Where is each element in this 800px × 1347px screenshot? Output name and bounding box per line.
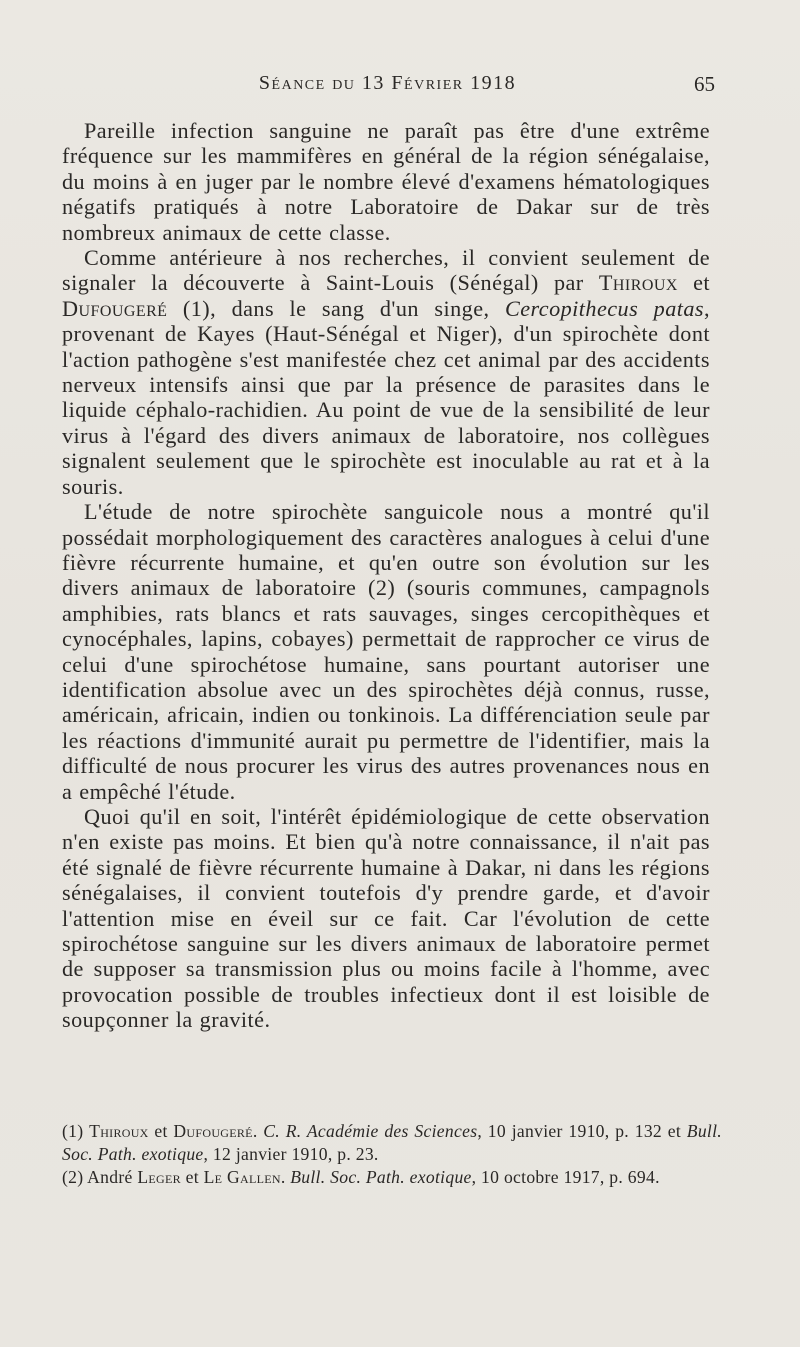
paragraph-3: L'étude de notre spirochète sanguicole nous a montré qu'il possédait morphologiquement des caractères analogues à celui d'une fièvre récurrente humaine, et qu'en outre son évolution sur les divers animaux de laboratoire (2) (souris communes, campagnols amphibies, rats blancs et rats sauvages, singes cercopithèques et cynocéphales, lapins, cobayes) permettait de rapprocher ce virus de celui d'une spirochétose humaine, sans pourtant autoriser une identification absolue avec un des spirochètes déjà connus, russe, américain, africain, indien ou tonkinois. La différenciation seule par les réactions d'immunité aurait pu permettre de l'identifier, mais la difficulté de nous procurer les virus des autres provenances nous en a empêché l'étude. [62,499,710,804]
paragraph-2 [62,245,710,499]
footnote-1-text-d: , 12 janvier 1910, p. 23. [203,1144,379,1164]
footnote-1-author-2: Dufougeré [173,1121,253,1141]
paragraph-2-text-a: Comme antérieure à nos recherches, il convient seulement de signaler la découverte à Saint-Louis (Sénégal) par [62,245,710,296]
running-title: Séance du 13 Février 1918 [258,72,517,94]
paragraph-2-text-b: et [677,270,710,296]
paragraph-4: Quoi qu'il en soit, l'intérêt épidémiologique de cette observation n'en existe pas moins. Et bien qu'à notre connaissance, il n'ait pas été signalé de fièvre récurrente humaine à Dakar, ni dans les régions sénégalaises, il convient toutefois d'y prendre garde, et d'avoir l'attention mise en éveil sur ce fait. Car l'évolution de cette spirochétose sanguine sur les divers animaux de laboratoire permet de supposer sa transmission plus ou moins facile à l'homme, avec provocation possible de troubles infectieux dont il est loisible de soupçonner la gravité. [62,803,710,1033]
footnote-1-reference-1: C. R. Académie des Sciences [263,1121,478,1141]
author-thiroux: Thiroux [598,270,678,296]
footnote-2-marker: (2) André [62,1167,138,1187]
footnote-2 [62,1166,722,1189]
body-text [62,118,710,1033]
footnote-2-author-1: Leger [137,1167,181,1187]
page-number: 65 [694,72,715,96]
paragraph-2-text-c: (1), dans le sang d'un singe, [167,295,505,321]
footnote-1-marker: (1) [62,1121,90,1141]
running-head [60,72,715,102]
footnote-2-text-b: . [280,1167,291,1187]
footnote-1-text-a: et [148,1121,174,1141]
paragraph-1: Pareille infection sanguine ne paraît pas être d'une extrême fréquence sur les mammifères en général de la région sénégalaise, du moins à en juger par le nombre élevé d'examens hématologiques négatifs pratiqués à notre Laboratoire de Dakar sur de très nombreux animaux de cette classe. [62,118,710,245]
paragraph-2-text-d: , provenant de Kayes (Haut-Sénégal et Niger), d'un spirochète dont l'action pathogène s'est manifestée chez cet animal par des accidents nerveux intensifs ainsi que par la présence de parasites dans le liquide céphalo-rachidien. Au point de vue de la sensibilité de leur virus à l'égard des divers animaux de laboratoire, nos collègues signalent seulement que le spirochète est inoculable au rat et à la souris. [62,295,710,499]
author-dufougere: Dufougeré [62,295,168,321]
footnote-2-text-c: , 10 octobre 1917, p. 694. [471,1167,660,1187]
footnote-2-author-2: Le Gallen [203,1167,281,1187]
footnote-2-text-a: et [180,1167,204,1187]
footnote-1-text-b: . [252,1121,264,1141]
footnote-2-reference-1: Bull. Soc. Path. exotique [290,1167,472,1187]
footnote-1-reference-2: Bull. Soc. Path. exotique [62,1121,722,1164]
footnotes [62,1120,722,1189]
footnote-1-author-1: Thiroux [89,1121,149,1141]
footnote-1-text-c: , 10 janvier 1910, p. 132 et [477,1121,687,1141]
species-name: Cercopithecus patas [504,295,704,321]
footnote-1 [62,1120,722,1166]
